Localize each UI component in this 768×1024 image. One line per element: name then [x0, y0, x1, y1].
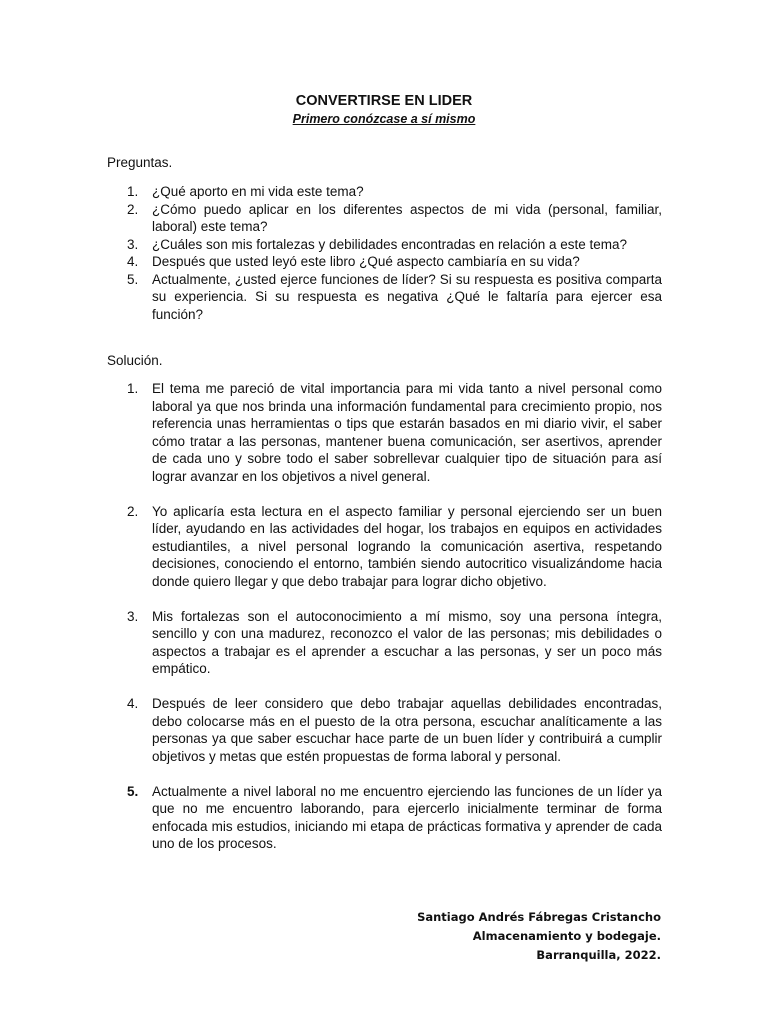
questions-heading: Preguntas. [107, 155, 173, 170]
solution-number: 1. [127, 381, 139, 396]
question-item [0, 183, 768, 201]
solution-number: 3. [127, 608, 139, 624]
question-text: ¿Cuáles son mis fortalezas y debilidades encontradas en relación a este tema? [152, 236, 628, 252]
solution-item [0, 783, 768, 853]
signature-program: Almacenamiento y bodegaje. [472, 929, 661, 943]
question-number: 3. [127, 236, 139, 252]
solution-text: El tema me pareció de vital importancia para mi vida tanto a nivel personal como laboral ya que nos brinda una información fundamental para crecimiento propio, nos referencia unas herramientas o tips que estarán basados en mi diario vivir, el saber cómo tratar a las personas, mantener buena comunicación, ser asertivos, aprender de cada uno y sobre todo el saber sobrellevar cualquier tipo de situación para así lograr avanzar en los objetivos a nivel general. [152, 381, 662, 484]
solution-number: 4. [127, 696, 139, 711]
signature-place-date: Barranquilla, 2022. [536, 948, 661, 962]
solution-item [0, 380, 768, 485]
solution-text: Mis fortalezas son el autoconocimiento a mí mismo, soy una persona íntegra, sencillo y con una madurez, reconozco el valor de las personas; mis debilidades o aspectos a trabajar es el aprender a escuchar a las personas, y ser un poco más empático. [152, 608, 662, 676]
solution-list [0, 380, 768, 870]
question-number: 2. [127, 201, 139, 217]
question-text: ¿Cómo puedo aplicar en los diferentes aspectos de mi vida (personal, familiar, laboral) este tema? [152, 201, 662, 234]
solution-item [0, 608, 768, 678]
solution-text: Después de leer considero que debo trabajar aquellas debilidades encontradas, debo colocarse más en el puesto de la otra persona, escuchar analíticamente a las personas ya que saber escuchar hace parte de un buen líder y contribuirá a cumplir objetivos y metas que estén propuestas de forma laboral y personal. [152, 696, 662, 764]
solution-text: Actualmente a nivel laboral no me encuentro ejerciendo las funciones de un líder ya que no me encuentro laborando, para ejercerlo inicialmente terminar de forma enfocada mis estudios, iniciando mi etapa de prácticas formativa y aprender de cada uno de los procesos. [152, 783, 662, 851]
question-text: ¿Qué aporto en mi vida este tema? [152, 184, 364, 199]
question-item [0, 253, 768, 271]
question-item [0, 201, 768, 236]
questions-list [0, 183, 768, 323]
question-text: Después que usted leyó este libro ¿Qué aspecto cambiaría en su vida? [152, 254, 580, 269]
signature-name: Santiago Andrés Fábregas Cristancho [417, 910, 661, 924]
solution-number: 5. [127, 783, 139, 799]
solution-number: 2. [127, 503, 139, 519]
question-number: 1. [127, 184, 139, 199]
question-item [0, 236, 768, 254]
solution-text: Yo aplicaría esta lectura en el aspecto familiar y personal ejerciendo ser un buen líder, ayudando en las actividades del hogar, los trabajos en equipos en actividades estudiantiles, a nivel personal logrando la comunicación asertiva, respetando decisiones, conociendo el entorno, también siendo autocritico visualizándome hacia donde quiero llegar y que debo trabajar para lograr dicho objetivo. [152, 503, 662, 589]
question-text: Actualmente, ¿usted ejerce funciones de líder? Si su respuesta es positiva comparta su experiencia. Si su respuesta es negativa ¿Qué le faltaría para ejercer esa función? [152, 271, 662, 322]
document-subtitle: Primero conózcase a sí mismo [292, 112, 476, 126]
question-number: 5. [127, 271, 139, 287]
solution-heading: Solución. [107, 353, 163, 368]
solution-item [0, 503, 768, 591]
question-item [0, 271, 768, 324]
document-title: CONVERTIRSE EN LIDER [295, 93, 473, 109]
solution-item [0, 695, 768, 765]
signature-block [417, 908, 661, 965]
question-number: 4. [127, 254, 139, 269]
